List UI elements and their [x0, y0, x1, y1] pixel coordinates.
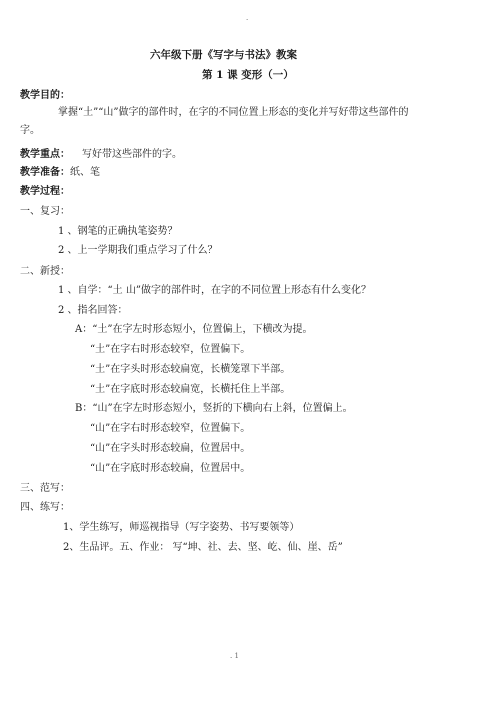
answer-a-line4: “土”在字底时形态较扁宽，长横托住上半部。: [90, 384, 291, 395]
answer-a-head: A：“土”在字左时形态短小，位置偏上，下横改为提。: [75, 324, 313, 335]
answer-b-head: B：“山”在字左时形态短小，竖折的下横向右上斜，位置偏上。: [75, 403, 353, 414]
preparation: [20, 166, 100, 180]
page-number: . 1: [230, 652, 239, 660]
practice-item-2: 2、生品评。五、作业： 写“坤、社、去、坚、屹、仙、崖、岳”: [63, 542, 343, 553]
section-demo: 三、范写：: [20, 483, 70, 494]
document-title: 六年级下册《写字与书法》教案: [150, 49, 297, 61]
preparation-text: 纸、笔: [70, 167, 100, 178]
process-heading: 教学过程：: [20, 186, 70, 197]
new-lesson-item-1: 1 、自学：“土 山”做字的部件时，在字的不同位置上形态有什么变化？: [58, 285, 371, 296]
preparation-label: 教学准备：: [20, 167, 70, 178]
answer-a-line3: “土”在字头时形态较扁宽，长横笼罩下半部。: [90, 364, 291, 375]
key-points-text: 写好带这些部件的字。: [82, 149, 182, 160]
key-points: [20, 148, 182, 162]
key-points-label: 教学重点：: [20, 149, 70, 160]
lesson-title: 第 1 课 变形（一）: [202, 69, 294, 81]
new-lesson-item-2: 2 、指名回答：: [58, 305, 128, 316]
section-new-lesson: 二、新授：: [20, 266, 70, 277]
answer-b-line3: “山”在字头时形态较扁，位置居中。: [90, 443, 251, 454]
objectives-heading: 教学目的：: [20, 90, 70, 101]
answer-b-line4: “山”在字底时形态较扁，位置居中。: [90, 463, 251, 474]
section-practice: 四、练写：: [20, 502, 70, 513]
objectives-text-line2: 字。: [20, 125, 40, 136]
review-item-1: 1 、钢笔的正确执笔姿势？: [58, 226, 178, 237]
objectives-text-line1: 掌握“土”“山”做字的部件时，在字的不同位置上形态的变化并写好带这些部件的: [58, 107, 409, 118]
answer-b-line2: “山”在字右时形态较窄，位置偏下。: [90, 423, 251, 434]
practice-item-1: 1、学生练写，师巡视指导（写字姿势、书写要领等）: [63, 522, 300, 533]
section-review: 一、复习：: [20, 206, 70, 217]
header-mark: .: [246, 14, 249, 22]
answer-a-line2: “土”在字右时形态较窄，位置偏下。: [90, 344, 251, 355]
review-item-2: 2 、上一学期我们重点学习了什么？: [58, 245, 218, 256]
